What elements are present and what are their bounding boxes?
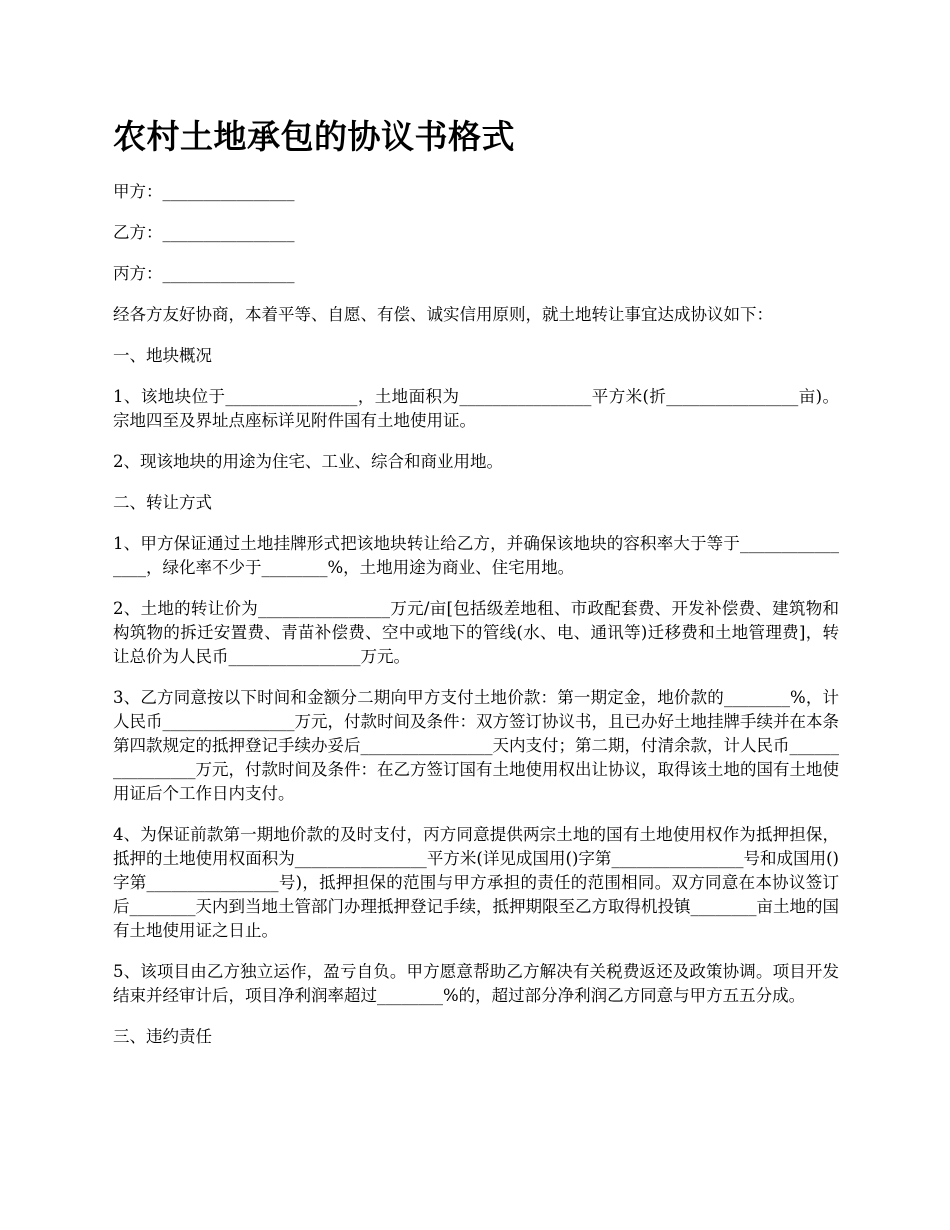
- document-page: [113, 112, 839, 1066]
- party-a-line: 甲方：________________: [113, 182, 295, 201]
- clause-paragraph: 2、土地的转让价为________________万元/亩[包括级差地租、市政配套费、开发补偿费、建筑物和构筑物的拆迁安置费、青苗补偿费、空中或地下的管线(水、电、通讯等)迁移费和土地管理费]，转让总价为人民币________________万元。: [113, 599, 839, 666]
- clause-paragraph: 5、该项目由乙方独立运作，盈亏自负。甲方愿意帮助乙方解决有关税费返还及政策协调。项目开发结束并经审计后，项目净利润率超过________%的，超过部分净利润乙方同意与甲方五五分成。: [113, 962, 839, 1005]
- clause-paragraph: 1、该地块位于________________，土地面积为________________平方米(折________________亩)。宗地四至及界址点座标详见附件国有土地使用证。: [113, 387, 839, 430]
- party-b-line: 乙方：________________: [113, 223, 295, 242]
- party-c-line: 丙方：________________: [113, 264, 295, 283]
- clause-paragraph: 3、乙方同意按以下时间和金额分二期向甲方支付土地价款：第一期定金，地价款的________%，计人民币________________万元，付款时间及条件：双方签订协议书，且已办好土地挂牌手续并在本条第四款规定的抵押登记手续办妥后________________天内支付；第二期，付清余款，计人民币________________万元，付款时间及条件：在乙方签订国有土地使用权出让协议，取得该土地的国有土地使用证后个工作日内支付。: [113, 688, 839, 803]
- clause-paragraph: 2、现该地块的用途为住宅、工业、综合和商业用地。: [113, 452, 503, 471]
- clause-paragraph: 4、为保证前款第一期地价款的及时支付，丙方同意提供两宗土地的国有土地使用权作为抵押担保，抵押的土地使用权面积为________________平方米(详见成国用()字第________________号和成国用()字第________________号)，抵押担保的范围与甲方承担的责任的范围相同。双方同意在本协议签订后________天内到当地土管部门办理抵押登记手续，抵押期限至乙方取得机投镇________亩土地的国有土地使用证之日止。: [113, 825, 839, 940]
- preamble-paragraph: 经各方友好协商，本着平等、自愿、有偿、诚实信用原则，就土地转让事宜达成协议如下：: [113, 305, 773, 324]
- section-heading-transfer-method: 二、转让方式: [113, 493, 212, 512]
- document-title: 农村土地承包的协议书格式: [113, 117, 515, 156]
- clause-paragraph: 1、甲方保证通过土地挂牌形式把该地块转让给乙方，并确保该地块的容积率大于等于________________，绿化率不少于________%，土地用途为商业、住宅用地。: [113, 534, 839, 577]
- section-heading-land-overview: 一、地块概况: [113, 346, 212, 365]
- section-heading-liability: 三、违约责任: [113, 1027, 212, 1046]
